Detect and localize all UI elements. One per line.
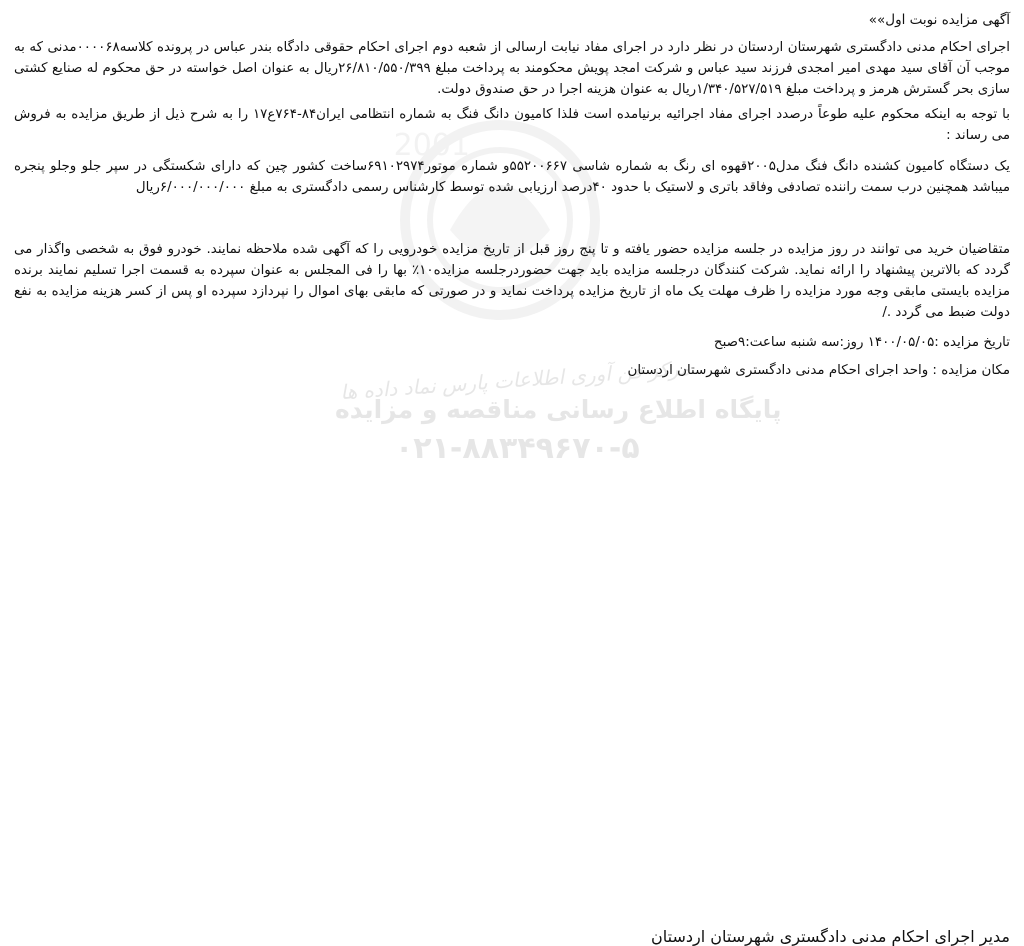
paragraph-seizure: با توجه به اینکه محکوم علیه طوعاً درصدد اجرای مفاد اجرائیه برنیامده است فلذا کامیون دانگ فنگ به شماره انتظامی ایران۸۴-۷۶۴ع۱۷ را به شرح ذیل از طریق مزایده به فروش می رساند : (14, 107, 1010, 143)
auction-date: تاریخ مزایده :۱۴۰۰/۰۵/۰۵ روز:سه شنبه ساعت:۹صبح (713, 335, 1010, 350)
document-body (0, 0, 1024, 381)
watermark-phone: ۰۲۱-۸۸۳۴۹۶۷۰-۵ (395, 431, 640, 466)
page-title: آگهی مزایده نوبت اول»» (868, 12, 1010, 28)
watermark-line-1: مرکز فن آوری اطلاعات پارس نماد داده ها (339, 355, 692, 405)
paragraph-vehicle-description: یک دستگاه کامیون کشنده دانگ فنگ مدل۲۰۰۵قهوه ای رنگ به شماره شاسی ۵۵۲۰۰۶۶۷و شماره موتور۶۹۱۰۲۹۷۴ساخت کشور چین که دارای شکستگی در سپر جلو وجلو پنجره میباشد همچنین درب سمت راننده تصادفی وفاقد باتری و لاستیک با حدود ۴۰درصد ارزیابی شده توسط کارشناس رسمی دادگستری به مبلغ ۶/۰۰۰/۰۰۰/۰۰۰ریال (14, 159, 1010, 195)
svg-text:2001: 2001 (393, 128, 470, 163)
paragraph-case: اجرای احکام مدنی دادگستری شهرستان اردستان در نظر دارد در اجرای مفاد نیابت ارسالی از شعبه دوم اجرای احکام حقوقی دادگاه بندر عباس در پرونده کلاسه۰۰۰۰۶۸مدنی که به موجب آن آقای سید مهدی امیر امجدی فرزند سید عباس و شرکت امجد پویش محکومند به پرداخت مبلغ ۲۶/۸۱۰/۵۵۰/۳۹۹ریال به عنوان اصل خواسته در حق محکوم له صنایع کشتی سازی بحر گسترش هرمز و پرداخت مبلغ ۱/۳۴۰/۵۲۷/۵۱۹ریال به عنوان هزینه اجرا در حق صندوق دولت. (14, 40, 1011, 97)
auction-place: مکان مزایده : واحد اجرای احکام مدنی دادگستری شهرستان اردستان (627, 363, 1010, 378)
watermark-line-2: پایگاه اطلاع رسانی مناقصه و مزایده (335, 395, 782, 424)
signature: مدیر اجرای احکام مدنی دادگستری شهرستان اردستان (651, 927, 1010, 946)
paragraph-conditions: متقاضیان خرید می توانند در روز مزایده در جلسه مزایده حضور یافته و تا پنج روز قبل از تاریخ مزایده خودرویی را که آگهی شده ملاحظه نمایند. خودرو فوق به شخصی واگذار می گردد که بالاترین پیشنهاد را ارائه نماید. شرکت کنندگان درجلسه مزایده باید جهت حضوردرجلسه مزایده۱۰٪ بها را فی المجلس به عنوان سپرده به قسمت اجرا تسلیم نمایند برنده مزایده بایستی مابقی وجه مورد مزایده را ظرف مهلت یک ماه از تاریخ مزایده پرداخت نماید و در صورتی که مابقی بهای اموال را نپردازد سپرده او پس از کسر هزینه مزایده به نفع دولت ضبط می گردد ./ (14, 242, 1010, 320)
